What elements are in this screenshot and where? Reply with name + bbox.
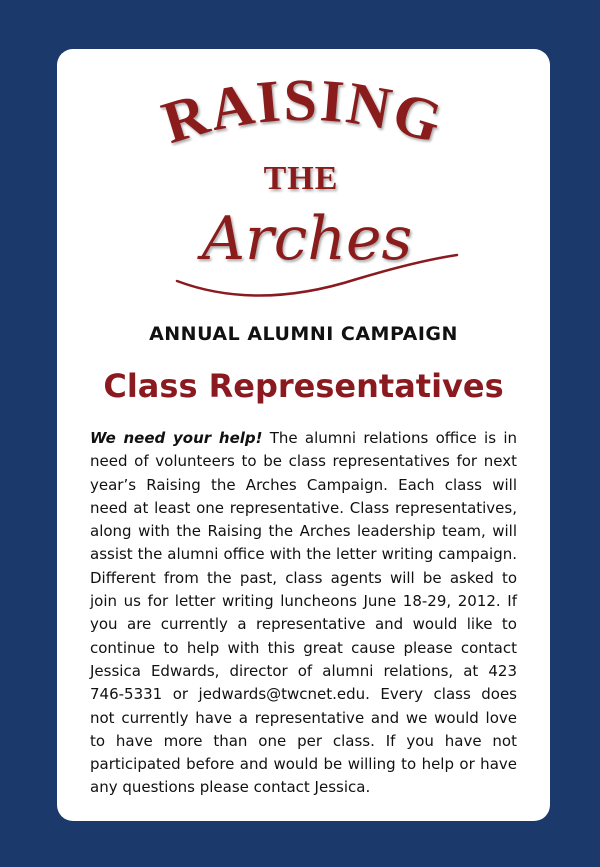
section-heading: Class Representatives (103, 367, 504, 405)
body-text: The alumni relations office is in need of volunteers to be class representatives for next year’s Raising the Arches Campaign. Each class will need at least one representative. Class representatives, along with the Raising the Arches leadership team, will assist the alumni office with the letter writing campaign. Different from the past, class agents will be asked to join us for letter writing luncheons June 18-29, 2012. If you are currently a representative and would like to continue to help with this great cause please contact Jessica Edwards, director of alumni relations, at 423 746-5331 or jedwards@twcnet.edu. Every class does not currently have a representative and we would love to have more than one per class. If you have not participated before and would be willing to help or have any questions please contact Jessica. (90, 429, 517, 797)
body-paragraph (90, 427, 517, 800)
raising-the-arches-logo (57, 49, 550, 319)
logo-arches: Arches (201, 204, 413, 274)
logo-raising (155, 67, 451, 156)
campaign-subtitle: ANNUAL ALUMNI CAMPAIGN (149, 323, 458, 345)
body-lead: We need your help! (90, 429, 263, 447)
logo-raising-path: RAISING (154, 66, 452, 157)
flyer-card (57, 49, 550, 821)
logo-the: THE (263, 160, 339, 197)
